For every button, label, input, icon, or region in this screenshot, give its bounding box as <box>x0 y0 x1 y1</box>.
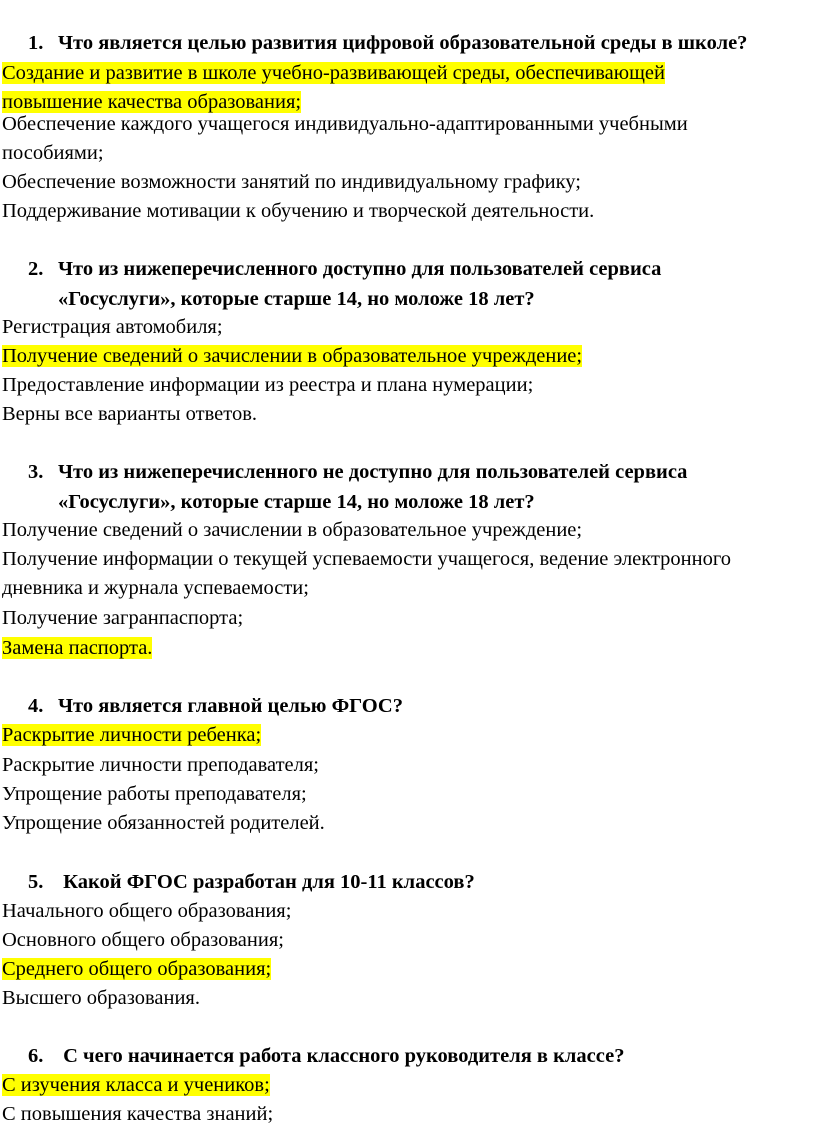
question-number: 3. <box>28 461 44 483</box>
question-text-continued: «Госуслуги», которые старше 14, но моложе 18 лет? <box>58 287 535 310</box>
question-text: Что является главной целью ФГОС? <box>58 695 403 717</box>
answer-text: С повышения качества знаний; <box>2 1103 274 1125</box>
answer-text-highlighted: С изучения класса и учеников; <box>2 1074 270 1096</box>
question-1 <box>28 29 808 59</box>
answer-option <box>2 780 808 810</box>
answer-text: Предоставление информации из реестра и плана нумерации; <box>2 374 534 396</box>
question-number: 1. <box>28 32 44 54</box>
answer-option <box>2 59 808 89</box>
question-4 <box>28 692 808 722</box>
answer-text-highlighted: повышение качества образования; <box>2 91 302 113</box>
answer-option <box>2 926 808 956</box>
answer-option <box>2 721 808 751</box>
answer-text: Обеспечение возможности занятий по индивидуальному графику; <box>2 171 581 193</box>
answer-text-highlighted: Замена паспорта. <box>2 637 153 659</box>
answer-option <box>2 751 808 781</box>
answer-text: Раскрытие личности преподавателя; <box>2 754 319 776</box>
answer-option <box>2 400 808 430</box>
answer-option <box>2 574 808 604</box>
answer-text: Верны все варианты ответов. <box>2 403 258 425</box>
answer-text: Обеспечение каждого учащегося индивидуально-адаптированными учебными <box>2 113 688 135</box>
answer-option <box>2 1100 808 1130</box>
question-number: 2. <box>28 258 44 280</box>
answer-text-highlighted: Раскрытие личности ребенка; <box>2 724 262 746</box>
answer-text: Упрощение работы преподавателя; <box>2 783 307 805</box>
answer-text: пособиями; <box>2 142 104 164</box>
question-number: 6. <box>28 1045 44 1067</box>
answer-text: Основного общего образования; <box>2 929 284 951</box>
answer-option <box>2 139 808 169</box>
question-text: Что является целью развития цифровой образовательной среды в школе? <box>58 32 748 54</box>
question-text: Что из нижеперечисленного не доступно для пользователей сервиса <box>58 461 688 483</box>
answer-text: Получение информации о текущей успеваемости учащегося, ведение электронного <box>2 548 732 570</box>
question-5 <box>28 868 808 898</box>
answer-text: Высшего образования. <box>2 987 200 1009</box>
answer-text: Регистрация автомобиля; <box>2 316 223 338</box>
answer-text: Получение сведений о зачислении в образовательное учреждение; <box>2 519 583 541</box>
answer-option <box>2 1071 808 1101</box>
answer-option <box>2 604 808 634</box>
answer-option <box>2 110 808 140</box>
answer-text: Поддерживание мотивации к обучению и творческой деятельности. <box>2 200 595 222</box>
question-2 <box>28 255 808 314</box>
answer-option <box>2 342 808 372</box>
answer-option <box>2 809 808 839</box>
answer-option <box>2 168 808 198</box>
question-3 <box>28 458 808 517</box>
question-6 <box>28 1042 808 1072</box>
answer-text-highlighted: Среднего общего образования; <box>2 958 272 980</box>
answer-option <box>2 313 808 343</box>
answer-text-highlighted: Получение сведений о зачислении в образовательное учреждение; <box>2 345 583 367</box>
question-text: Какой ФГОС разработан для 10-11 классов? <box>58 871 475 893</box>
answer-option <box>2 897 808 927</box>
answer-option <box>2 371 808 401</box>
answer-text: Упрощение обязанностей родителей. <box>2 812 325 834</box>
answer-text-highlighted: Создание и развитие в школе учебно-развивающей среды, обеспечивающей <box>2 61 665 84</box>
answer-option <box>2 197 808 227</box>
answer-text: Получение загранпаспорта; <box>2 607 244 629</box>
question-number: 4. <box>28 695 44 717</box>
answer-text: дневника и журнала успеваемости; <box>2 577 309 599</box>
answer-option <box>2 545 808 575</box>
answer-option <box>2 984 808 1014</box>
answer-option <box>2 634 808 664</box>
question-text: Что из нижеперечисленного доступно для пользователей сервиса <box>58 258 662 280</box>
question-text-continued: «Госуслуги», которые старше 14, но моложе 18 лет? <box>58 490 535 513</box>
question-text: С чего начинается работа классного руководителя в классе? <box>58 1045 625 1067</box>
answer-option <box>2 955 808 985</box>
question-number: 5. <box>28 871 44 893</box>
answer-text: Начального общего образования; <box>2 900 292 922</box>
answer-option <box>2 516 808 546</box>
